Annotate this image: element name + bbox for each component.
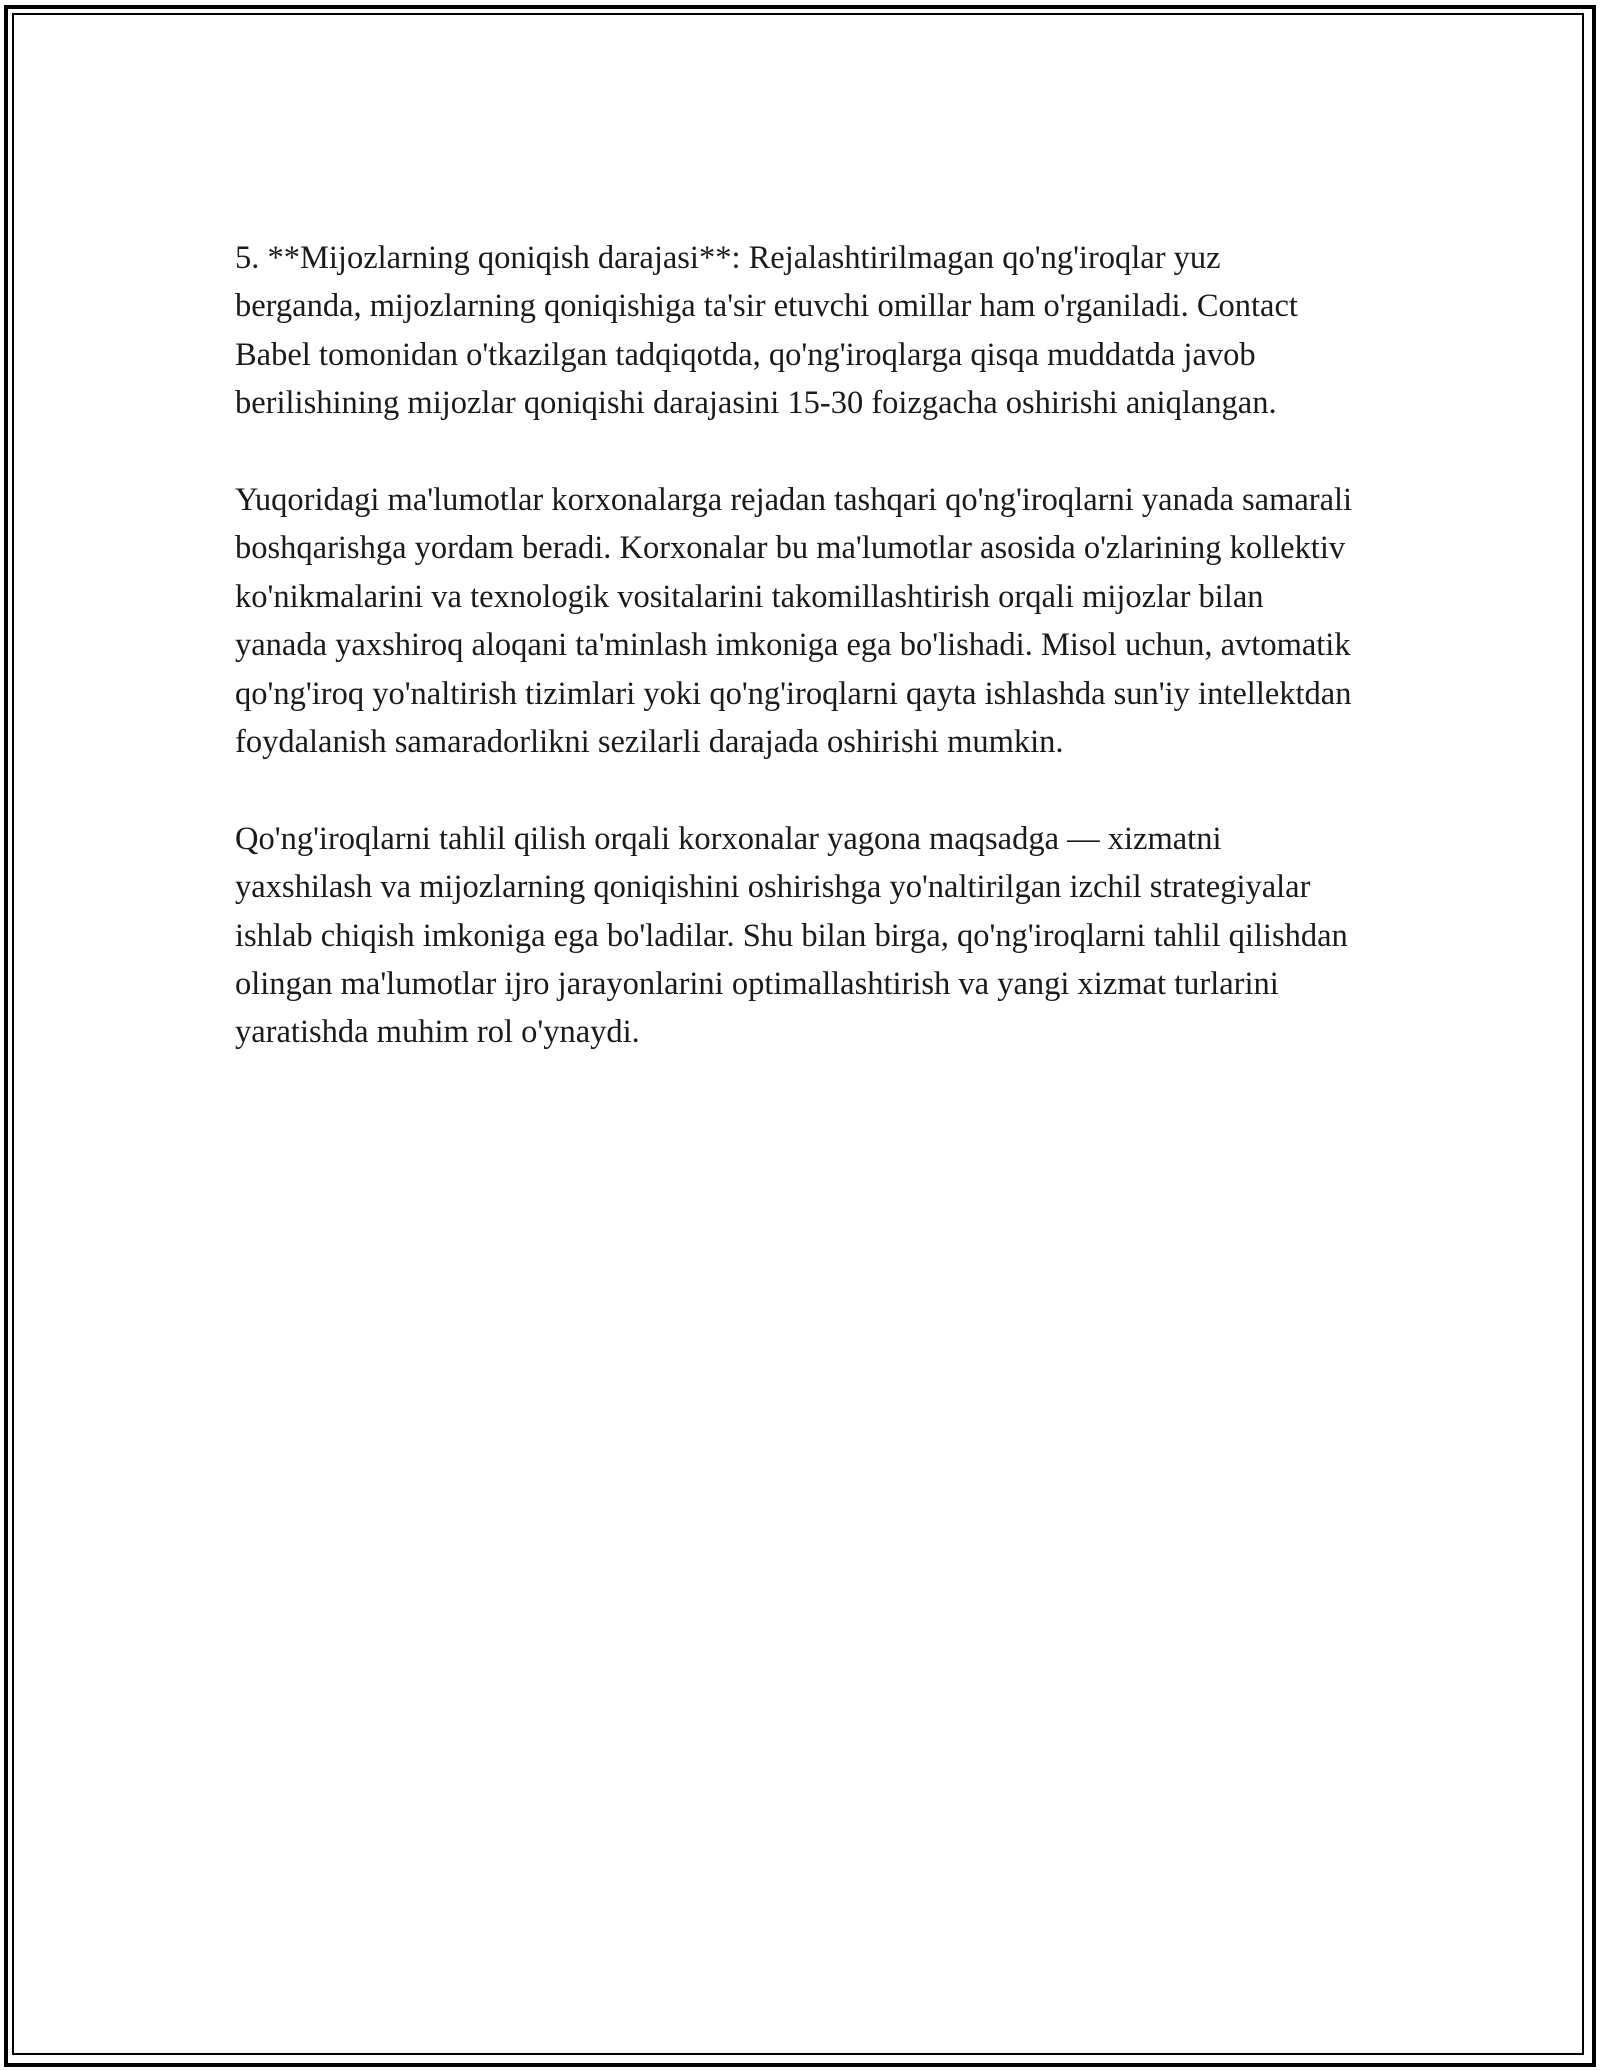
paragraph-call-analysis: Qo'ng'iroqlarni tahlil qilish orqali korxonalar yagona maqsadga — xizmatni yaxshilash va mijozlarning qoniqishini oshirishga yo'naltirilgan izchil strategiyalar ishlab chiqish imkoniga ega bo'ladilar. Shu bilan birga, qo'ng'iroqlarni tahlil qilishdan olingan ma'lumotlar ijro jarayonlarini optimallashtirish va yangi xizmat turlarini yaratishda muhim rol o'ynaydi. [235, 820, 1348, 1051]
paragraph-customer-satisfaction: 5. **Mijozlarning qoniqish darajasi**: Rejalashtirilmagan qo'ng'iroqlar yuz berganda, mijozlarning qoniqishiga ta'sir etuvchi omillar ham o'rganiladi. Contact Babel tomonidan o'tkazilgan tadqiqotda, qo'ng'iroqlarga qisqa muddatda javob berilishining mijozlar qoniqishi darajasini 15-30 foizgacha oshirishi aniqlangan. [235, 240, 1298, 422]
document-body [235, 234, 1355, 1105]
paragraph-call-management: Yuqoridagi ma'lumotlar korxonalarga rejadan tashqari qo'ng'iroqlarni yanada samarali boshqarishga yordam beradi. Korxonalar bu ma'lumotlar asosida o'zlarining kollektiv ko'nikmalarini va texnologik vositalarini takomillashtirish orqali mijozlar bilan yanada yaxshiroq aloqani ta'minlash imkoniga ega bo'lishadi. Misol uchun, avtomatik qo'ng'iroq yo'naltirish tizimlari yoki qo'ng'iroqlarni qayta ishlashda sun'iy intellektdan foydalanish samaradorlikni sezilarli darajada oshirishi mumkin. [235, 482, 1353, 761]
